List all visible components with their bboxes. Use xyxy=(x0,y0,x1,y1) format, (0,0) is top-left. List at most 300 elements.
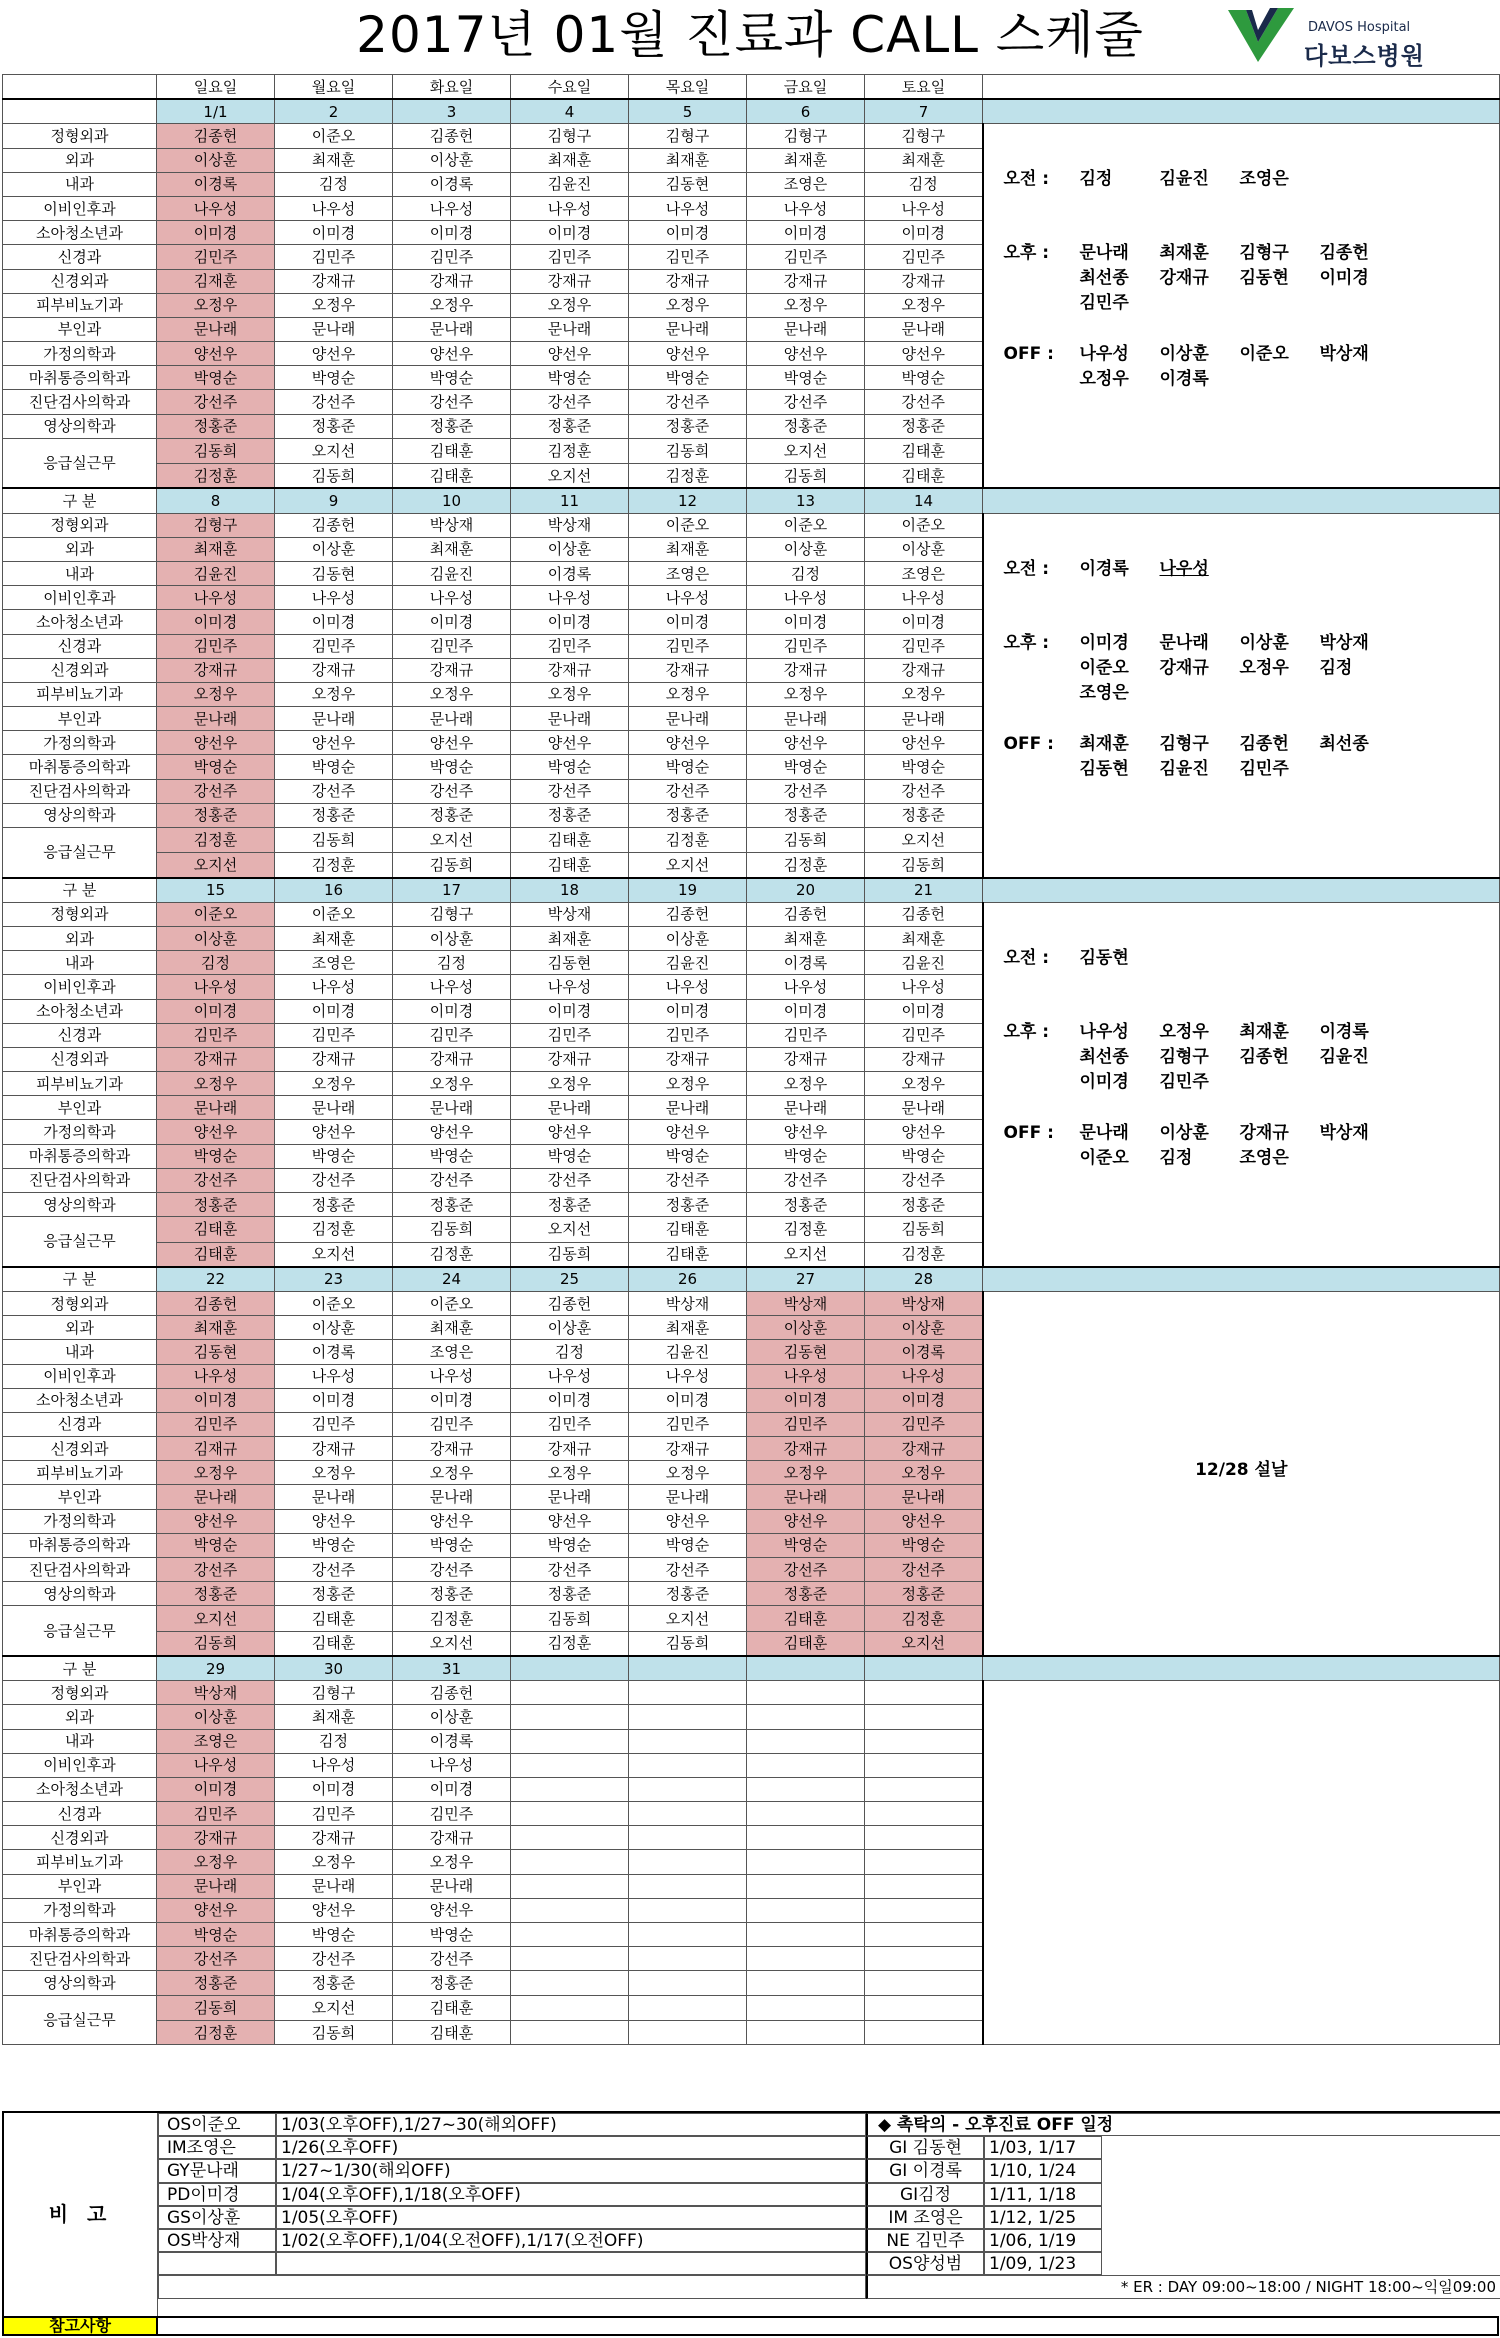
date-cell: 14 xyxy=(865,488,983,513)
pm-doctor: 김민주 xyxy=(1079,293,1129,314)
doctor-cell: 이미경 xyxy=(393,1777,511,1801)
doctor-cell xyxy=(865,1729,983,1753)
date-cell: 19 xyxy=(629,878,747,903)
doctor-cell: 나우성 xyxy=(511,586,629,610)
doctor-cell: 박영순 xyxy=(629,1533,747,1557)
pm-doctor: 김윤진 xyxy=(1319,1046,1369,1067)
doctor-cell: 나우성 xyxy=(157,1364,275,1388)
doctor-cell xyxy=(629,1826,747,1850)
doctor-cell: 김형구 xyxy=(865,124,983,148)
doctor-cell xyxy=(511,1681,629,1705)
schedule-row xyxy=(3,1681,1500,1705)
er-doctor-cell: 김동희 xyxy=(275,828,393,853)
doctor-cell: 최재훈 xyxy=(747,148,865,172)
doctor-cell: 나우성 xyxy=(511,196,629,220)
doctor-cell: 정홍준 xyxy=(629,1582,747,1606)
doctor-cell: 문나래 xyxy=(393,1096,511,1120)
schedule-row xyxy=(3,124,1500,148)
doctor-cell: 이미경 xyxy=(747,610,865,634)
er-doctor-cell: 김동희 xyxy=(275,464,393,489)
doctor-cell: 이상훈 xyxy=(747,1316,865,1340)
department-label: 외과 xyxy=(3,537,157,561)
er-doctor-cell: 김정훈 xyxy=(865,1242,983,1267)
section-label: 구 분 xyxy=(3,1267,157,1292)
doctor-cell: 문나래 xyxy=(865,1096,983,1120)
offschedule-doctor: GI김정 xyxy=(866,2183,984,2206)
doctor-cell: 이미경 xyxy=(747,1388,865,1412)
department-label: 정형외과 xyxy=(3,124,157,148)
doctor-cell xyxy=(747,1729,865,1753)
pm-doctor: 이미경 xyxy=(1079,1071,1129,1092)
er-doctor-cell: 김정훈 xyxy=(393,1242,511,1267)
date-cell xyxy=(865,1656,983,1681)
pm-doctor: 나우성 xyxy=(1079,1021,1129,1042)
er-doctor-cell: 김동희 xyxy=(747,828,865,853)
doctor-cell: 정홍준 xyxy=(157,414,275,438)
doctor-cell: 강선주 xyxy=(157,1558,275,1582)
department-label: 신경외과 xyxy=(3,1437,157,1461)
emergency-label: 응급실근무 xyxy=(3,1606,157,1656)
doctor-cell: 나우성 xyxy=(865,196,983,220)
doctor-cell: 김형구 xyxy=(393,902,511,926)
doctor-cell: 박영순 xyxy=(511,1144,629,1168)
doctor-cell: 양선우 xyxy=(393,1509,511,1533)
doctor-cell: 강선주 xyxy=(157,1947,275,1971)
doctor-cell: 박영순 xyxy=(157,1533,275,1557)
department-label: 피부비뇨기과 xyxy=(3,1850,157,1874)
doctor-cell: 정홍준 xyxy=(747,1193,865,1217)
doctor-cell: 강선주 xyxy=(157,390,275,414)
doctor-cell: 나우성 xyxy=(629,975,747,999)
section-label: 구 분 xyxy=(3,488,157,513)
er-doctor-cell: 오지선 xyxy=(275,1995,393,2020)
doctor-cell: 문나래 xyxy=(747,317,865,341)
doctor-cell: 김민주 xyxy=(747,245,865,269)
doctor-cell: 박영순 xyxy=(275,1144,393,1168)
department-label: 부인과 xyxy=(3,1874,157,1898)
er-doctor-cell: 김정훈 xyxy=(157,464,275,489)
doctor-cell: 강재규 xyxy=(865,1437,983,1461)
date-cell: 11 xyxy=(511,488,629,513)
doctor-cell: 나우성 xyxy=(747,975,865,999)
doctor-cell: 정홍준 xyxy=(275,803,393,827)
doctor-cell: 나우성 xyxy=(393,586,511,610)
doctor-cell: 최재훈 xyxy=(157,537,275,561)
doctor-cell: 최재훈 xyxy=(157,1316,275,1340)
doctor-cell: 박영순 xyxy=(747,1533,865,1557)
doctor-cell: 김민주 xyxy=(629,245,747,269)
doctor-cell: 나우성 xyxy=(275,196,393,220)
doctor-cell: 김종헌 xyxy=(629,902,747,926)
date-cell: 31 xyxy=(393,1656,511,1681)
doctor-cell: 김민주 xyxy=(865,1412,983,1436)
doctor-cell: 정홍준 xyxy=(393,1971,511,1995)
doctor-cell xyxy=(747,1947,865,1971)
doctor-cell: 박상재 xyxy=(865,1291,983,1315)
doctor-cell: 이미경 xyxy=(511,610,629,634)
doctor-cell: 양선우 xyxy=(865,1120,983,1144)
department-label: 부인과 xyxy=(3,317,157,341)
doctor-cell: 문나래 xyxy=(747,1485,865,1509)
doctor-cell: 오정우 xyxy=(275,1850,393,1874)
doctor-cell: 강재규 xyxy=(393,658,511,682)
section-label: 구 분 xyxy=(3,1656,157,1681)
date-cell: 30 xyxy=(275,1656,393,1681)
doctor-cell: 김윤진 xyxy=(629,1340,747,1364)
doctor-cell: 이미경 xyxy=(275,610,393,634)
doctor-cell: 이미경 xyxy=(157,221,275,245)
er-doctor-cell: 김태훈 xyxy=(511,828,629,853)
er-doctor-cell: 김정훈 xyxy=(275,1217,393,1242)
doctor-cell: 김민주 xyxy=(275,634,393,658)
remark-detail xyxy=(276,2252,866,2275)
off-doctor: 최재훈 xyxy=(1079,733,1129,754)
er-doctor-cell: 김태훈 xyxy=(157,1242,275,1267)
doctor-cell: 김동현 xyxy=(275,561,393,585)
offschedule-dates: 1/12, 1/25 xyxy=(984,2206,1102,2229)
er-doctor-cell: 김태훈 xyxy=(393,438,511,463)
doctor-cell: 최재훈 xyxy=(629,1316,747,1340)
doctor-cell: 박영순 xyxy=(275,1923,393,1947)
remarks-section xyxy=(2,2111,1500,2318)
doctor-cell: 양선우 xyxy=(275,342,393,366)
doctor-cell: 양선우 xyxy=(275,1898,393,1922)
doctor-cell: 이경록 xyxy=(747,951,865,975)
doctor-cell: 박상재 xyxy=(747,1291,865,1315)
er-doctor-cell: 김정훈 xyxy=(747,853,865,878)
doctor-cell: 양선우 xyxy=(275,1120,393,1144)
doctor-cell: 오정우 xyxy=(157,1850,275,1874)
doctor-cell: 정홍준 xyxy=(275,1971,393,1995)
doctor-cell: 나우성 xyxy=(629,586,747,610)
emergency-label: 응급실근무 xyxy=(3,828,157,878)
doctor-cell: 정홍준 xyxy=(157,1193,275,1217)
doctor-cell: 오정우 xyxy=(865,682,983,706)
remark-doctor: GS이상훈 xyxy=(158,2206,276,2229)
department-label: 이비인후과 xyxy=(3,975,157,999)
off-doctor: 김동현 xyxy=(1079,758,1129,779)
doctor-cell: 문나래 xyxy=(629,1485,747,1509)
doctor-cell xyxy=(865,1681,983,1705)
doctor-cell: 김민주 xyxy=(157,1412,275,1436)
doctor-cell: 김민주 xyxy=(865,634,983,658)
doctor-cell: 강선주 xyxy=(275,390,393,414)
doctor-cell: 강재규 xyxy=(393,269,511,293)
doctor-cell: 이준오 xyxy=(747,513,865,537)
pm-doctor: 최재훈 xyxy=(1239,1021,1289,1042)
doctor-cell: 박영순 xyxy=(747,755,865,779)
doctor-cell: 이상훈 xyxy=(157,926,275,950)
remark-doctor: IM조영은 xyxy=(158,2136,276,2159)
er-doctor-cell: 김태훈 xyxy=(275,1631,393,1656)
doctor-cell: 양선우 xyxy=(511,1120,629,1144)
doctor-cell: 김형구 xyxy=(157,513,275,537)
doctor-cell: 오정우 xyxy=(275,1072,393,1096)
doctor-cell: 오정우 xyxy=(275,682,393,706)
date-cell: 29 xyxy=(157,1656,275,1681)
department-label: 신경과 xyxy=(3,245,157,269)
notes-box xyxy=(984,514,1500,877)
notes-box xyxy=(984,1681,1500,2044)
doctor-cell: 양선우 xyxy=(393,731,511,755)
doctor-cell: 김형구 xyxy=(747,124,865,148)
doctor-cell: 김민주 xyxy=(629,1023,747,1047)
er-doctor-cell: 오지선 xyxy=(629,1606,747,1631)
doctor-cell: 문나래 xyxy=(511,707,629,731)
doctor-cell: 강선주 xyxy=(511,390,629,414)
er-doctor-cell: 김동희 xyxy=(747,464,865,489)
department-label: 가정의학과 xyxy=(3,1898,157,1922)
day-header: 월요일 xyxy=(275,75,393,100)
pm-doctor: 조영은 xyxy=(1079,682,1129,703)
page-title: 2017년 01월 진료과 CALL 스케줄 xyxy=(356,6,1144,64)
doctor-cell: 박영순 xyxy=(157,1144,275,1168)
emergency-label: 응급실근무 xyxy=(3,438,157,488)
doctor-cell: 나우성 xyxy=(511,1364,629,1388)
pm-doctor: 강재규 xyxy=(1159,268,1209,289)
department-label: 진단검사의학과 xyxy=(3,1947,157,1971)
doctor-cell: 김종헌 xyxy=(865,902,983,926)
department-label: 진단검사의학과 xyxy=(3,390,157,414)
department-label: 가정의학과 xyxy=(3,731,157,755)
date-cell: 24 xyxy=(393,1267,511,1292)
er-doctor-cell: 오지선 xyxy=(629,853,747,878)
doctor-cell: 강선주 xyxy=(865,390,983,414)
er-doctor-cell: 오지선 xyxy=(157,853,275,878)
doctor-cell xyxy=(629,1947,747,1971)
doctor-cell: 김민주 xyxy=(747,1412,865,1436)
doctor-cell: 정홍준 xyxy=(511,414,629,438)
doctor-cell: 정홍준 xyxy=(157,1582,275,1606)
doctor-cell: 문나래 xyxy=(393,707,511,731)
doctor-cell: 이미경 xyxy=(157,1388,275,1412)
blank-cell xyxy=(983,1656,1500,1681)
doctor-cell: 문나래 xyxy=(275,707,393,731)
doctor-cell: 문나래 xyxy=(157,1485,275,1509)
doctor-cell: 이경록 xyxy=(865,1340,983,1364)
off-doctor: 강재규 xyxy=(1239,1122,1289,1143)
doctor-cell: 박영순 xyxy=(393,1533,511,1557)
off-doctor: 이상훈 xyxy=(1159,344,1209,365)
doctor-cell: 정홍준 xyxy=(275,1193,393,1217)
er-doctor-cell: 오지선 xyxy=(393,1631,511,1656)
er-doctor-cell xyxy=(511,2020,629,2044)
doctor-cell: 박영순 xyxy=(865,755,983,779)
department-label: 소아청소년과 xyxy=(3,999,157,1023)
reference-row xyxy=(2,2316,1499,2336)
doctor-cell: 최재훈 xyxy=(629,148,747,172)
doctor-cell: 강선주 xyxy=(275,1947,393,1971)
doctor-cell: 김민주 xyxy=(393,1412,511,1436)
off-doctor: 이준오 xyxy=(1239,344,1289,365)
doctor-cell: 이미경 xyxy=(157,999,275,1023)
doctor-cell: 최재훈 xyxy=(275,1705,393,1729)
off-doctor: 조영은 xyxy=(1239,1147,1289,1168)
day-header-row xyxy=(3,75,1500,100)
doctor-cell: 조영은 xyxy=(865,561,983,585)
doctor-cell: 양선우 xyxy=(157,731,275,755)
doctor-cell: 정홍준 xyxy=(511,803,629,827)
date-cell: 4 xyxy=(511,99,629,124)
doctor-cell: 오정우 xyxy=(275,1461,393,1485)
doctor-cell: 박영순 xyxy=(275,1533,393,1557)
am-label: 오전 : xyxy=(1003,947,1050,968)
doctor-cell: 정홍준 xyxy=(157,803,275,827)
doctor-cell: 강선주 xyxy=(865,779,983,803)
off-doctor: 박상재 xyxy=(1319,1122,1369,1143)
er-doctor-cell: 김태훈 xyxy=(865,438,983,463)
offschedule-dates: 1/10, 1/24 xyxy=(984,2159,1102,2182)
offschedule-dates: 1/06, 1/19 xyxy=(984,2229,1102,2252)
doctor-cell: 오정우 xyxy=(629,293,747,317)
doctor-cell xyxy=(865,1874,983,1898)
doctor-cell: 문나래 xyxy=(393,317,511,341)
department-label: 외과 xyxy=(3,1316,157,1340)
doctor-cell: 강재규 xyxy=(747,1437,865,1461)
doctor-cell: 김정 xyxy=(393,951,511,975)
doctor-cell: 조영은 xyxy=(393,1340,511,1364)
er-doctor-cell xyxy=(865,2020,983,2044)
remarks-label: 비 고 xyxy=(4,2113,158,2316)
er-doctor-cell: 김동희 xyxy=(511,1606,629,1631)
doctor-cell: 이준오 xyxy=(275,124,393,148)
er-doctor-cell: 오지선 xyxy=(511,464,629,489)
doctor-cell xyxy=(511,1753,629,1777)
doctor-cell: 김민주 xyxy=(393,1023,511,1047)
doctor-cell xyxy=(747,1753,865,1777)
doctor-cell xyxy=(629,1681,747,1705)
doctor-cell: 문나래 xyxy=(511,317,629,341)
doctor-cell xyxy=(865,1898,983,1922)
doctor-cell: 문나래 xyxy=(275,1485,393,1509)
doctor-cell: 양선우 xyxy=(747,1509,865,1533)
doctor-cell: 양선우 xyxy=(747,342,865,366)
department-label: 신경과 xyxy=(3,1412,157,1436)
doctor-cell: 이상훈 xyxy=(511,537,629,561)
doctor-cell: 강선주 xyxy=(747,1168,865,1192)
doctor-cell: 강재규 xyxy=(157,1826,275,1850)
doctor-cell: 문나래 xyxy=(275,1874,393,1898)
date-cell: 27 xyxy=(747,1267,865,1292)
reference-label: 참고사항 xyxy=(4,2318,158,2334)
am-doctor: 조영은 xyxy=(1239,169,1289,190)
department-label: 내과 xyxy=(3,1729,157,1753)
doctor-cell: 오정우 xyxy=(393,1850,511,1874)
doctor-cell: 양선우 xyxy=(511,342,629,366)
doctor-cell: 정홍준 xyxy=(157,1971,275,1995)
doctor-cell: 김민주 xyxy=(511,1023,629,1047)
doctor-cell: 문나래 xyxy=(747,1096,865,1120)
remark-doctor: OS박상재 xyxy=(158,2229,276,2252)
doctor-cell: 오정우 xyxy=(865,1072,983,1096)
doctor-cell: 문나래 xyxy=(157,1874,275,1898)
off-doctor: 박상재 xyxy=(1319,344,1369,365)
notes-cell xyxy=(983,1291,1500,1656)
department-label: 마취통증의학과 xyxy=(3,1144,157,1168)
doctor-cell: 김민주 xyxy=(629,1412,747,1436)
doctor-cell: 이경록 xyxy=(275,1340,393,1364)
doctor-cell: 김민주 xyxy=(511,245,629,269)
doctor-cell xyxy=(629,1705,747,1729)
doctor-cell: 오정우 xyxy=(629,1072,747,1096)
doctor-cell: 양선우 xyxy=(157,1898,275,1922)
doctor-cell: 최재훈 xyxy=(275,148,393,172)
doctor-cell: 이미경 xyxy=(865,221,983,245)
doctor-cell: 이미경 xyxy=(747,999,865,1023)
doctor-cell: 강재규 xyxy=(865,658,983,682)
department-label: 신경외과 xyxy=(3,1826,157,1850)
department-label: 마취통증의학과 xyxy=(3,1533,157,1557)
schedule-row xyxy=(3,902,1500,926)
doctor-cell: 양선우 xyxy=(629,1509,747,1533)
er-doctor-cell: 김태훈 xyxy=(157,1217,275,1242)
off-doctor: 김형구 xyxy=(1159,733,1209,754)
doctor-cell: 양선우 xyxy=(393,1120,511,1144)
doctor-cell: 이상훈 xyxy=(865,537,983,561)
doctor-cell: 나우성 xyxy=(157,1753,275,1777)
doctor-cell: 김민주 xyxy=(629,634,747,658)
day-header: 일요일 xyxy=(157,75,275,100)
date-cell: 6 xyxy=(747,99,865,124)
day-header: 목요일 xyxy=(629,75,747,100)
doctor-cell xyxy=(511,1874,629,1898)
doctor-cell: 박상재 xyxy=(157,1681,275,1705)
er-doctor-cell: 김정훈 xyxy=(157,828,275,853)
doctor-cell: 김재훈 xyxy=(157,269,275,293)
doctor-cell: 김민주 xyxy=(275,1412,393,1436)
doctor-cell: 나우성 xyxy=(275,975,393,999)
doctor-cell: 박영순 xyxy=(629,366,747,390)
er-doctor-cell: 오지선 xyxy=(747,1242,865,1267)
doctor-cell: 강선주 xyxy=(629,1558,747,1582)
doctor-cell: 오정우 xyxy=(747,1461,865,1485)
doctor-cell xyxy=(747,1850,865,1874)
department-label: 외과 xyxy=(3,148,157,172)
department-label: 영상의학과 xyxy=(3,414,157,438)
doctor-cell: 김정 xyxy=(747,561,865,585)
pm-doctor: 김종헌 xyxy=(1319,243,1369,264)
hospital-name-en: DAVOS Hospital xyxy=(1308,20,1411,35)
department-label: 외과 xyxy=(3,926,157,950)
doctor-cell: 나우성 xyxy=(629,196,747,220)
doctor-cell: 조영은 xyxy=(747,172,865,196)
er-doctor-cell xyxy=(629,2020,747,2044)
doctor-cell: 김민주 xyxy=(157,245,275,269)
doctor-cell: 김윤진 xyxy=(393,561,511,585)
department-label: 마취통증의학과 xyxy=(3,1923,157,1947)
doctor-cell: 오정우 xyxy=(747,1072,865,1096)
doctor-cell: 김민주 xyxy=(865,1023,983,1047)
section-label: 구 분 xyxy=(3,878,157,903)
doctor-cell xyxy=(747,1802,865,1826)
doctor-cell: 정홍준 xyxy=(275,414,393,438)
er-doctor-cell: 김동희 xyxy=(157,438,275,463)
am-doctor: 나우성 xyxy=(1159,558,1209,579)
blank-cell xyxy=(983,488,1500,513)
doctor-cell: 오정우 xyxy=(393,1072,511,1096)
doctor-cell: 이미경 xyxy=(629,610,747,634)
off-doctor: 나우성 xyxy=(1079,344,1129,365)
doctor-cell: 박영순 xyxy=(157,1923,275,1947)
doctor-cell: 문나래 xyxy=(157,707,275,731)
doctor-cell: 최재훈 xyxy=(629,537,747,561)
department-label: 내과 xyxy=(3,951,157,975)
doctor-cell: 문나래 xyxy=(511,1096,629,1120)
emergency-label: 응급실근무 xyxy=(3,1995,157,2045)
er-doctor-cell xyxy=(865,1995,983,2020)
er-doctor-cell: 김태훈 xyxy=(747,1606,865,1631)
doctor-cell: 이상훈 xyxy=(393,1705,511,1729)
